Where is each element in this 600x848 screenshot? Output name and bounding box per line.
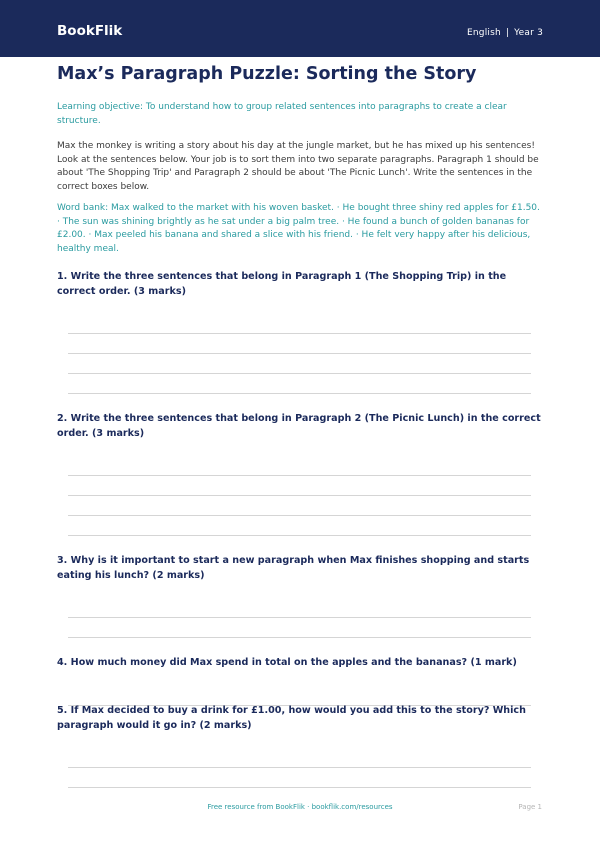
subject-year <box>467 28 543 38</box>
subject-label: English <box>467 28 501 38</box>
question-1: 1. Write the three sentences that belong in Paragraph 1 (The Shopping Trip) in the correct order. (3 marks) <box>57 271 507 297</box>
answer-line[interactable] <box>68 475 531 476</box>
answer-line[interactable] <box>68 515 531 516</box>
answer-line[interactable] <box>68 353 531 354</box>
question-4: 4. How much money did Max spend in total on the apples and the bananas? (1 mark) <box>57 657 517 668</box>
answer-line[interactable] <box>68 373 531 374</box>
word-bank: Word bank: Max walked to the market with his woven basket. · He bought three shiny red apples for £1.50. · The sun was shining brightly as he sat under a big palm tree. · He found a bunch of golden bananas for £2.00. · Max peeled his banana and shared a slice with his friend. · He felt very happy after his delicious, healthy meal. <box>57 203 540 254</box>
page-title: Max’s Paragraph Puzzle: Sorting the Story <box>57 64 477 84</box>
answer-line[interactable] <box>68 393 531 394</box>
answer-line[interactable] <box>68 495 531 496</box>
question-5: 5. If Max decided to buy a drink for £1.00, how would you add this to the story? Which paragraph would it go in? (2 marks) <box>57 705 526 731</box>
answer-line[interactable] <box>68 787 531 788</box>
question-2: 2. Write the three sentences that belong in Paragraph 2 (The Picnic Lunch) in the correct order. (3 marks) <box>57 413 541 439</box>
meta-separator: | <box>505 28 510 38</box>
page-number: Page 1 <box>518 803 542 811</box>
brand-logo[interactable]: BookFlik <box>57 23 123 39</box>
question-3: 3. Why is it important to start a new paragraph when Max finishes shopping and starts eating his lunch? (2 marks) <box>57 555 530 581</box>
learning-objective: Learning objective: To understand how to group related sentences into paragraphs to create a clear structure. <box>57 102 507 126</box>
year-label: Year 3 <box>514 28 543 38</box>
answer-line[interactable] <box>68 767 531 768</box>
instructions: Max the monkey is writing a story about his day at the jungle market, but he has mixed up his sentences! Look at the sentences below. Your job is to sort them into two separate paragraphs. Paragraph 1 should be about 'The Shopping Trip' and Paragraph 2 should be about 'The Picnic Lunch'. Write the sentences in the correct boxes below. <box>57 141 539 192</box>
header-bar <box>0 0 600 57</box>
footer-credit[interactable]: Free resource from BookFlik · bookflik.com/resources <box>207 803 393 811</box>
answer-line[interactable] <box>68 333 531 334</box>
answer-line[interactable] <box>68 535 531 536</box>
answer-line[interactable] <box>68 637 531 638</box>
answer-line[interactable] <box>68 617 531 618</box>
